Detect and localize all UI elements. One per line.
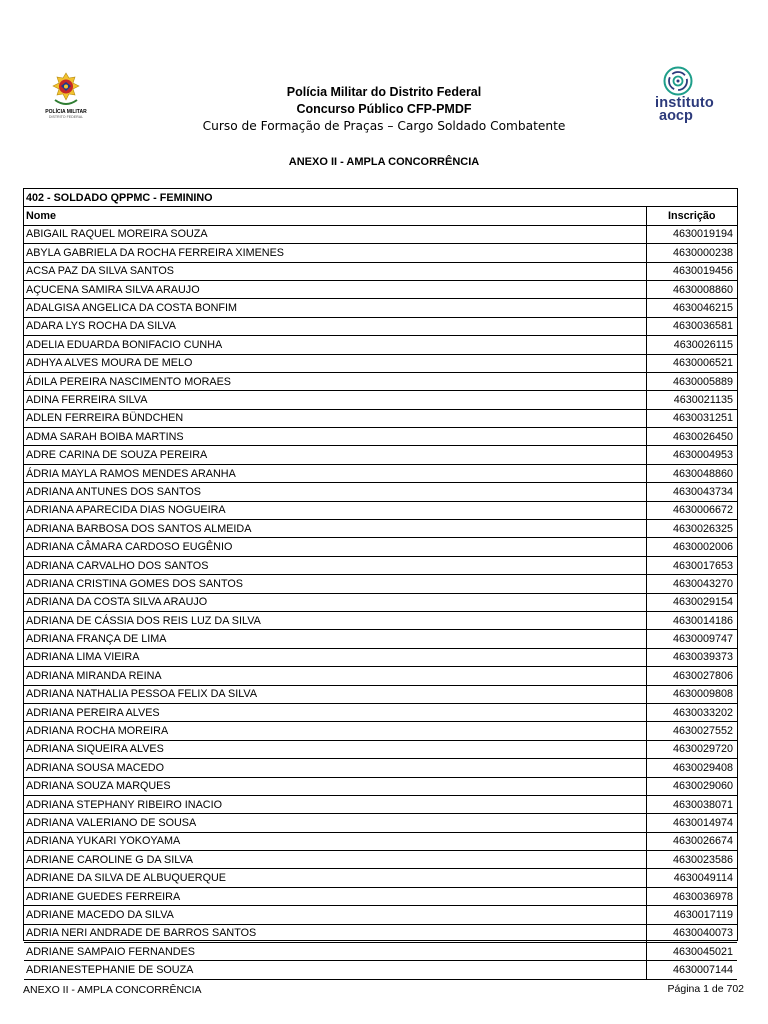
- candidate-name: ADRIANA APARECIDA DIAS NOGUEIRA: [24, 501, 646, 519]
- candidate-inscricao: 4630014974: [646, 814, 737, 832]
- candidate-inscricao: 4630000238: [646, 244, 737, 262]
- candidate-name: ADRIANA NATHALIA PESSOA FELIX DA SILVA: [24, 685, 646, 703]
- candidate-name: ADRIANA CRISTINA GOMES DOS SANTOS: [24, 575, 646, 593]
- table-row: [24, 667, 737, 685]
- candidate-inscricao: 4630023586: [646, 851, 737, 869]
- candidate-inscricao: 4630029060: [646, 777, 737, 795]
- category-label: 402 - SOLDADO QPPMC - FEMININO: [24, 189, 737, 207]
- candidate-inscricao: 4630006672: [646, 501, 737, 519]
- header-line-1: Polícia Militar do Distrito Federal: [286, 85, 482, 99]
- candidate-name: ÁDRIA MAYLA RAMOS MENDES ARANHA: [24, 464, 646, 482]
- table-row: [24, 336, 737, 354]
- footer-annex-label: ANEXO II - AMPLA CONCORRÊNCIA: [23, 984, 202, 996]
- candidate-name: ADRIANA FRANÇA DE LIMA: [24, 630, 646, 648]
- candidate-name: ADRIANA STEPHANY RIBEIRO INACIO: [24, 795, 646, 813]
- candidate-name: ADRIANA SIQUEIRA ALVES: [24, 740, 646, 758]
- candidate-name: ABIGAIL RAQUEL MOREIRA SOUZA: [24, 225, 646, 243]
- candidate-inscricao: 4630019456: [646, 262, 737, 280]
- candidate-inscricao: 4630026674: [646, 832, 737, 850]
- candidate-name: ACSA PAZ DA SILVA SANTOS: [24, 262, 646, 280]
- candidate-name: ADINA FERREIRA SILVA: [24, 391, 646, 409]
- candidate-inscricao: 4630026325: [646, 520, 737, 538]
- candidate-inscricao: 4630036978: [646, 887, 737, 905]
- candidate-inscricao: 4630017653: [646, 556, 737, 574]
- candidate-inscricao: 4630043734: [646, 483, 737, 501]
- candidate-inscricao: 4630017119: [646, 906, 737, 924]
- aocp-logo-line1: instituto: [655, 95, 714, 111]
- candidate-name: ADRIA NERI ANDRADE DE BARROS SANTOS: [24, 924, 646, 942]
- candidate-inscricao: 4630043270: [646, 575, 737, 593]
- table-row: [24, 354, 737, 372]
- candidate-inscricao: 4630040073: [646, 924, 737, 942]
- candidate-inscricao: 4630033202: [646, 703, 737, 721]
- category-row: [24, 189, 737, 207]
- candidate-name: ADRIANE MACEDO DA SILVA: [24, 906, 646, 924]
- table-row: [24, 317, 737, 335]
- candidate-name: ADRIANA SOUZA MARQUES: [24, 777, 646, 795]
- candidate-name: ADRIANE DA SILVA DE ALBUQUERQUE: [24, 869, 646, 887]
- column-header-name: Nome: [24, 207, 646, 225]
- candidate-name: ADMA SARAH BOIBA MARTINS: [24, 428, 646, 446]
- table-row: [24, 924, 737, 942]
- pmdf-logo-sub: DISTRITO FEDERAL: [48, 115, 84, 119]
- table-row: [24, 851, 737, 869]
- pmdf-logo-name: POLÍCIA MILITAR: [45, 109, 87, 115]
- candidate-name: ADRIANA YUKARI YOKOYAMA: [24, 832, 646, 850]
- candidate-inscricao: 4630009808: [646, 685, 737, 703]
- table-row: [24, 428, 737, 446]
- table-row: [24, 575, 737, 593]
- header-line-3: Curso de Formação de Praças – Cargo Soldado Combatente: [202, 119, 566, 133]
- candidate-inscricao: 4630045021: [646, 943, 737, 961]
- table-row: [24, 299, 737, 317]
- candidate-inscricao: 4630029154: [646, 593, 737, 611]
- table-row: [24, 483, 737, 501]
- table-row: [24, 391, 737, 409]
- candidate-name: ADRIANA LIMA VIEIRA: [24, 648, 646, 666]
- candidate-name: ADELIA EDUARDA BONIFACIO CUNHA: [24, 336, 646, 354]
- candidate-inscricao: 4630009747: [646, 630, 737, 648]
- table-row: [24, 464, 737, 482]
- candidate-name: ADHYA ALVES MOURA DE MELO: [24, 354, 646, 372]
- candidate-name: ADRIANE SAMPAIO FERNANDES: [24, 943, 646, 961]
- candidate-name: ADRIANA ROCHA MOREIRA: [24, 722, 646, 740]
- candidate-inscricao: 4630008860: [646, 280, 737, 298]
- candidate-name: ADRIANA VALERIANO DE SOUSA: [24, 814, 646, 832]
- header-line-2: Concurso Público CFP-PMDF: [296, 102, 472, 116]
- candidate-inscricao: 4630029408: [646, 759, 737, 777]
- table-row: [24, 538, 737, 556]
- candidate-name: ADRIANA BARBOSA DOS SANTOS ALMEIDA: [24, 520, 646, 538]
- table-row: [24, 814, 737, 832]
- candidate-inscricao: 4630031251: [646, 409, 737, 427]
- candidate-name: ADRIANESTEPHANIE DE SOUZA: [24, 961, 646, 979]
- candidates-table: [23, 188, 738, 977]
- table-row: [24, 943, 737, 961]
- table-row: [24, 593, 737, 611]
- table-row: [24, 409, 737, 427]
- candidate-name: ADALGISA ANGELICA DA COSTA BONFIM: [24, 299, 646, 317]
- candidate-name: ADARA LYS ROCHA DA SILVA: [24, 317, 646, 335]
- candidate-inscricao: 4630027806: [646, 667, 737, 685]
- table-row: [24, 556, 737, 574]
- candidate-name: ADRIANA DE CÁSSIA DOS REIS LUZ DA SILVA: [24, 611, 646, 629]
- table-row: [24, 262, 737, 280]
- candidate-name: ADRE CARINA DE SOUZA PEREIRA: [24, 446, 646, 464]
- candidate-name: ADRIANE GUEDES FERREIRA: [24, 887, 646, 905]
- table-row: [24, 703, 737, 721]
- candidate-inscricao: 4630039373: [646, 648, 737, 666]
- candidate-inscricao: 4630021135: [646, 391, 737, 409]
- table-row: [24, 611, 737, 629]
- aocp-logo-line2: aocp: [659, 108, 693, 124]
- candidate-inscricao: 4630006521: [646, 354, 737, 372]
- candidate-inscricao: 4630026450: [646, 428, 737, 446]
- candidate-name: ADRIANA PEREIRA ALVES: [24, 703, 646, 721]
- table-row: [24, 244, 737, 262]
- candidate-name: ADRIANA ANTUNES DOS SANTOS: [24, 483, 646, 501]
- candidate-inscricao: 4630005889: [646, 372, 737, 390]
- candidate-inscricao: 4630027552: [646, 722, 737, 740]
- candidate-inscricao: 4630019194: [646, 225, 737, 243]
- candidate-name: ADRIANE CAROLINE G DA SILVA: [24, 851, 646, 869]
- table-row: [24, 777, 737, 795]
- candidate-inscricao: 4630046215: [646, 299, 737, 317]
- table-row: [24, 961, 737, 979]
- table-row: [24, 722, 737, 740]
- table-row: [24, 685, 737, 703]
- candidate-inscricao: 4630049114: [646, 869, 737, 887]
- candidate-inscricao: 4630014186: [646, 611, 737, 629]
- candidate-name: ADRIANA SOUSA MACEDO: [24, 759, 646, 777]
- candidate-inscricao: 4630004953: [646, 446, 737, 464]
- column-header-inscricao: Inscrição: [646, 207, 737, 225]
- candidate-name: ÁDILA PEREIRA NASCIMENTO MORAES: [24, 372, 646, 390]
- table-row: [24, 740, 737, 758]
- candidate-inscricao: 4630007144: [646, 961, 737, 979]
- table-row: [24, 906, 737, 924]
- candidate-inscricao: 4630026115: [646, 336, 737, 354]
- table-row: [24, 520, 737, 538]
- candidate-inscricao: 4630038071: [646, 795, 737, 813]
- table-row: [24, 225, 737, 243]
- table-row: [24, 630, 737, 648]
- candidate-name: AÇUCENA SAMIRA SILVA ARAUJO: [24, 280, 646, 298]
- candidate-name: ADLEN FERREIRA BÜNDCHEN: [24, 409, 646, 427]
- table-row: [24, 887, 737, 905]
- candidate-name: ADRIANA DA COSTA SILVA ARAUJO: [24, 593, 646, 611]
- annex-title: ANEXO II - AMPLA CONCORRÊNCIA: [288, 156, 480, 168]
- table-row: [24, 446, 737, 464]
- table-row: [24, 501, 737, 519]
- table-row: [24, 832, 737, 850]
- table-row: [24, 869, 737, 887]
- candidate-inscricao: 4630048860: [646, 464, 737, 482]
- candidate-name: ADRIANA CÂMARA CARDOSO EUGÊNIO: [24, 538, 646, 556]
- column-header-row: [24, 207, 737, 225]
- table-row: [24, 372, 737, 390]
- candidate-name: ADRIANA MIRANDA REINA: [24, 667, 646, 685]
- candidate-inscricao: 4630002006: [646, 538, 737, 556]
- candidate-name: ABYLA GABRIELA DA ROCHA FERREIRA XIMENES: [24, 244, 646, 262]
- table-row: [24, 795, 737, 813]
- candidate-inscricao: 4630036581: [646, 317, 737, 335]
- candidate-name: ADRIANA CARVALHO DOS SANTOS: [24, 556, 646, 574]
- table-row: [24, 280, 737, 298]
- footer-page-number: Página 1 de 702: [667, 983, 744, 995]
- table-row: [24, 759, 737, 777]
- table-row: [24, 648, 737, 666]
- candidate-inscricao: 4630029720: [646, 740, 737, 758]
